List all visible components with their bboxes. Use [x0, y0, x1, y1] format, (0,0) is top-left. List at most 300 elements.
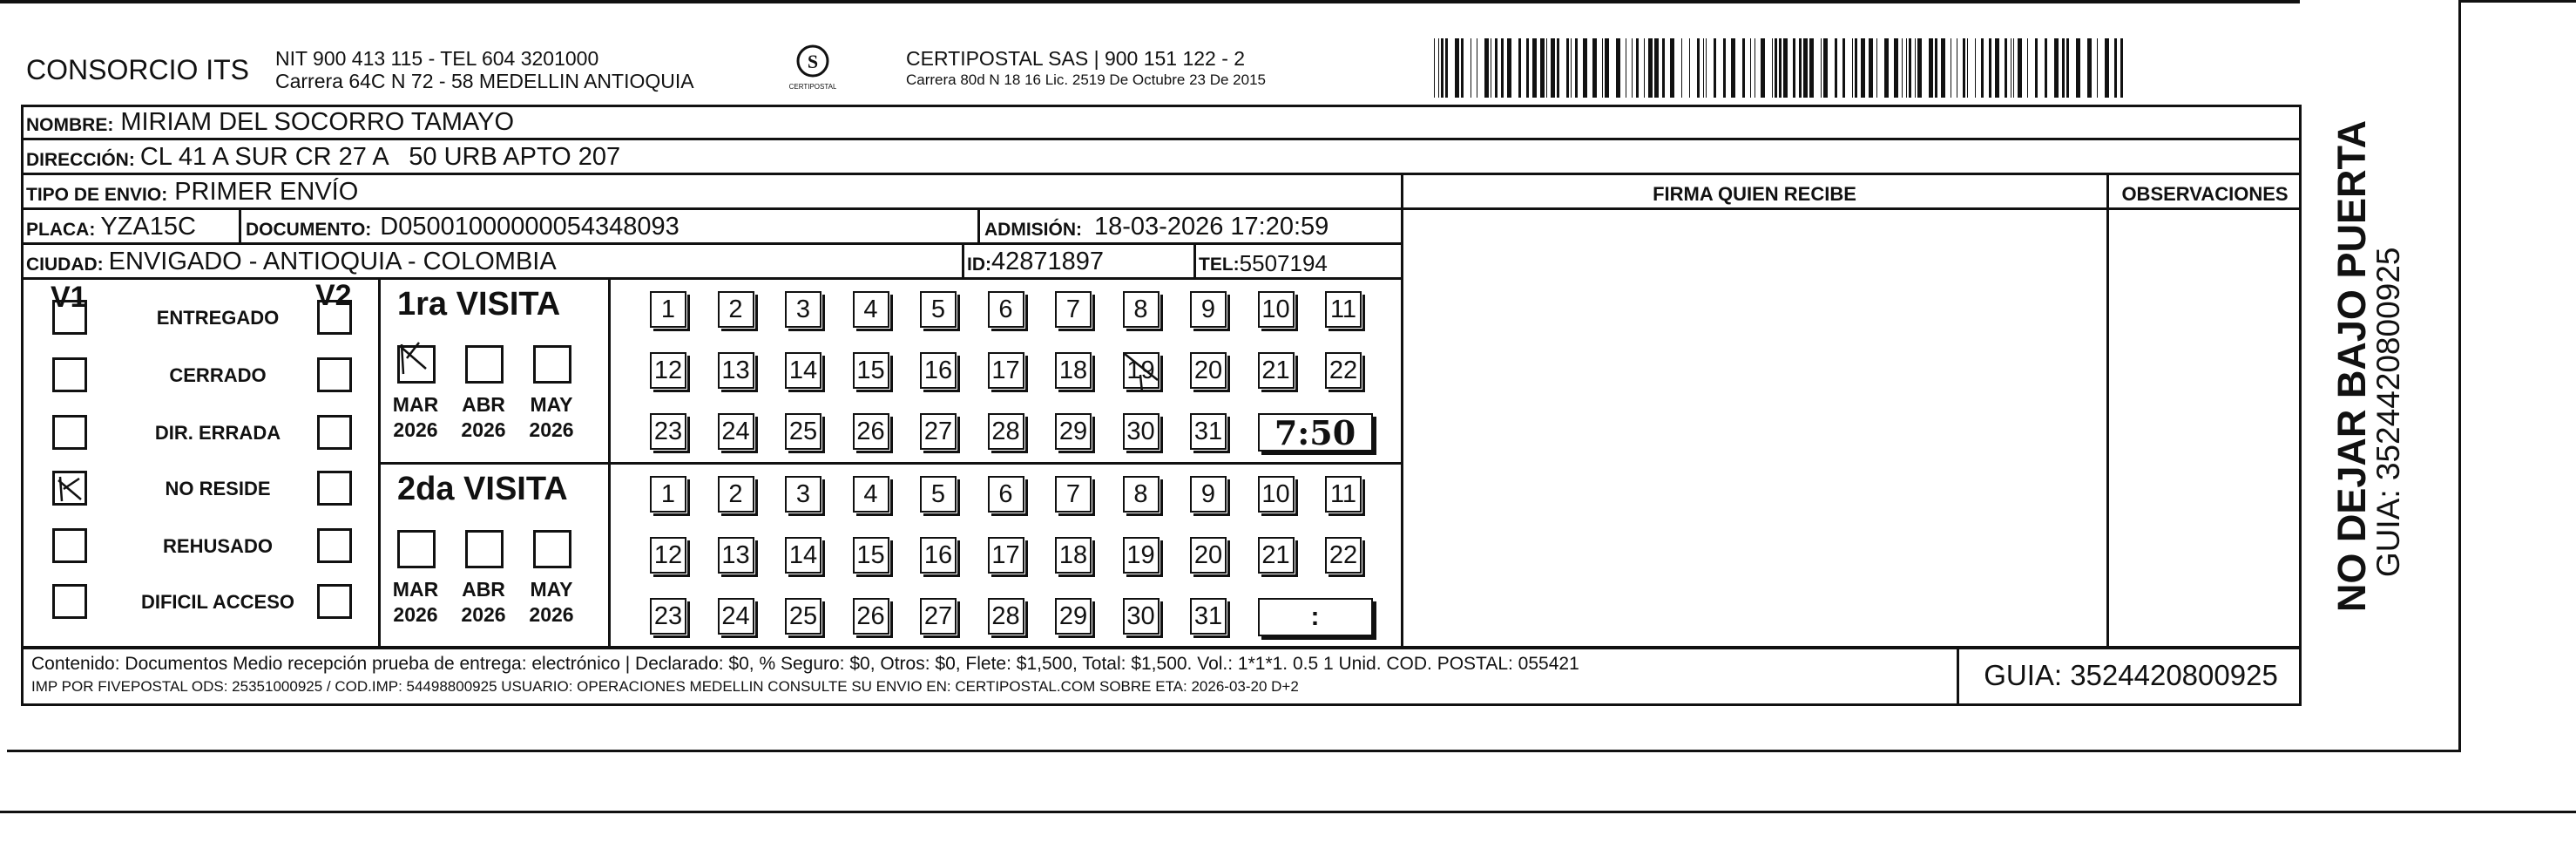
nombre-value: MIRIAM DEL SOCORRO TAMAYO [120, 108, 515, 136]
day-box[interactable] [1055, 537, 1092, 574]
day-number: 31 [1193, 601, 1223, 630]
signature-area[interactable] [1404, 211, 2105, 645]
day-box[interactable] [920, 476, 957, 513]
company-address: Carrera 64C N 72 - 58 MEDELLIN ANTIOQUIA [275, 70, 694, 92]
barcode-bar [1434, 38, 1435, 98]
barcode-bar [1566, 38, 1569, 98]
barcode-bar [1731, 38, 1735, 98]
nit-tel: NIT 900 413 115 - TEL 604 3201000 [275, 47, 599, 70]
day-box[interactable] [718, 291, 754, 328]
barcode-bar [1697, 38, 1700, 98]
day-number: 3 [795, 295, 811, 323]
barcode-bar [1501, 38, 1504, 98]
firma-label: FIRMA QUIEN RECIBE [1653, 183, 1856, 205]
admision-value: 18-03-2026 17:20:59 [1094, 213, 1329, 241]
day-box[interactable] [1123, 476, 1160, 513]
barcode-bar [1706, 38, 1707, 98]
day-box[interactable] [1258, 352, 1295, 389]
barcode-bar [1551, 38, 1555, 98]
direccion-label: DIRECCIÓN: [26, 150, 135, 170]
id-value: 42871897 [991, 248, 1105, 275]
barcode-bar [1779, 38, 1782, 98]
certipostal-logo-icon [789, 42, 836, 94]
barcode-bar [1995, 38, 1999, 98]
month-label [521, 577, 582, 628]
barcode-bar [1799, 38, 1802, 98]
company-name: CONSORCIO ITS [26, 54, 250, 85]
barcode-bar [2097, 38, 2098, 98]
day-number: 12 [653, 540, 683, 569]
bottom-edge-line [7, 750, 2461, 752]
barcode-bar [1583, 38, 1587, 98]
barcode-bar [1989, 38, 1991, 98]
check-mark-icon [55, 473, 85, 503]
barcode-bar [1703, 38, 1704, 98]
barcode-bar [1869, 38, 1873, 98]
day-number: 14 [788, 540, 818, 569]
day-number: 25 [788, 601, 818, 630]
barcode-bar [1803, 38, 1808, 98]
day-box[interactable] [1325, 291, 1362, 328]
barcode-bar [1835, 38, 1837, 98]
barcode-bar [1906, 38, 1907, 98]
day-number: 1 [660, 295, 676, 323]
visit-divider [378, 462, 1403, 465]
day-box[interactable] [650, 413, 686, 450]
status-label: DIFICIL ACCESO [140, 591, 294, 613]
day-box[interactable] [853, 537, 889, 574]
barcode-bar [1823, 38, 1828, 98]
barcode-bar [1884, 38, 1889, 98]
day-box[interactable] [1190, 537, 1227, 574]
day-box[interactable] [988, 537, 1024, 574]
day-box[interactable] [785, 598, 821, 635]
side-text [2329, 119, 2407, 613]
day-number: 26 [856, 601, 885, 630]
day-number: 9 [1200, 479, 1216, 508]
day-box[interactable] [920, 537, 957, 574]
lower-frame-line [0, 811, 2576, 813]
day-box[interactable] [853, 413, 889, 450]
row-line [21, 277, 1403, 280]
barcode-bar [1445, 38, 1448, 98]
day-box[interactable] [988, 476, 1024, 513]
barcode-bar [1546, 38, 1547, 98]
day-box[interactable] [650, 352, 686, 389]
day-number: 7 [1065, 479, 1081, 508]
day-box[interactable] [1190, 413, 1227, 450]
barcode-bar [1616, 38, 1620, 98]
day-box[interactable] [1258, 291, 1295, 328]
documento-value: D05001000000054348093 [380, 213, 679, 241]
day-number: 13 [721, 540, 750, 569]
documento-row [246, 210, 679, 240]
day-number: 6 [998, 479, 1013, 508]
barcode-bar [1772, 38, 1773, 98]
day-number: 15 [856, 540, 885, 569]
day-box[interactable] [1055, 598, 1092, 635]
id-divider [962, 242, 964, 277]
day-number: 8 [1133, 479, 1148, 508]
month-checkbox[interactable] [397, 530, 436, 568]
barcode-bar [1507, 38, 1511, 98]
day-number: 21 [1261, 540, 1290, 569]
svg-text:S: S [807, 51, 819, 72]
day-number: 18 [1058, 540, 1088, 569]
day-box[interactable] [650, 537, 686, 574]
month-checkbox[interactable] [465, 345, 504, 384]
v1-checkbox[interactable] [52, 471, 87, 506]
tipo-label: TIPO DE ENVIO: [26, 185, 168, 205]
day-box[interactable] [1258, 537, 1295, 574]
nombre-label: NOMBRE: [26, 115, 114, 135]
month-name: ABR [462, 578, 505, 601]
side-guia: GUIA: 3524420800925 [2370, 247, 2407, 578]
day-number: 9 [1200, 295, 1216, 323]
day-box[interactable] [1055, 476, 1092, 513]
direccion-row [26, 140, 620, 170]
placa-divider [239, 207, 241, 242]
barcode-bar [1441, 38, 1444, 98]
firma-left-line [1401, 173, 1403, 649]
barcode-bar [1793, 38, 1795, 98]
barcode-bar [1648, 38, 1653, 98]
day-number: 10 [1261, 479, 1290, 508]
barcode-bar [1526, 38, 1529, 98]
day-box[interactable] [1123, 413, 1160, 450]
day-number: 17 [991, 540, 1020, 569]
day-box[interactable] [1325, 537, 1362, 574]
month-year: 2026 [529, 418, 574, 441]
day-number: 30 [1126, 417, 1155, 445]
v2-checkbox[interactable] [317, 528, 352, 563]
barcode-bar [1876, 38, 1877, 98]
right-edge-line [2458, 0, 2461, 751]
day-box[interactable] [1325, 476, 1362, 513]
month-label [453, 577, 514, 628]
top-border [0, 0, 2300, 3]
day-number: 26 [856, 417, 885, 445]
barcode-bar [1681, 38, 1682, 98]
direccion-value: CL 41 A SUR CR 27 A 50 URB APTO 207 [139, 143, 621, 171]
status-label: ENTREGADO [156, 307, 280, 329]
admision-label: ADMISIÓN: [984, 220, 1082, 240]
month-year: 2026 [461, 602, 506, 626]
day-box[interactable] [988, 413, 1024, 450]
check-mark-icon [1123, 349, 1161, 392]
month-name: MAY [530, 393, 573, 416]
barcode-bar [2062, 38, 2065, 98]
barcode-bar [1532, 38, 1537, 98]
visit-title: 1ra VISITA [397, 286, 561, 323]
barcode-bar [2045, 38, 2047, 98]
day-box[interactable] [785, 352, 821, 389]
day-box[interactable] [718, 537, 754, 574]
barcode-bar [1761, 38, 1765, 98]
day-box[interactable] [920, 352, 957, 389]
v2-checkbox[interactable] [317, 415, 352, 450]
day-number: 29 [1058, 417, 1088, 445]
day-box[interactable] [853, 598, 889, 635]
status-label: CERRADO [169, 364, 267, 386]
day-box[interactable] [785, 291, 821, 328]
day-box[interactable] [1055, 413, 1092, 450]
day-number: 30 [1126, 601, 1155, 630]
side-warning: NO DEJAR BAJO PUERTA [2329, 119, 2375, 613]
month-label [385, 577, 446, 628]
barcode-bar [1484, 38, 1489, 98]
barcode-bar [1632, 38, 1633, 98]
tel-label: TEL: [1199, 255, 1240, 275]
barcode-bar [1654, 38, 1659, 98]
day-box[interactable] [920, 413, 957, 450]
month-year: 2026 [461, 418, 506, 441]
day-box[interactable] [785, 537, 821, 574]
time-box[interactable]: 7:50 [1258, 413, 1373, 452]
status-label: REHUSADO [163, 535, 273, 557]
barcode-bar [1981, 38, 1984, 98]
barcode-bar [2114, 38, 2117, 98]
barcode-bar [1967, 38, 1968, 98]
v2-checkbox[interactable] [317, 300, 352, 335]
day-number: 13 [721, 356, 750, 384]
admision-divider [977, 207, 980, 242]
day-box[interactable] [1258, 476, 1295, 513]
day-box[interactable] [1123, 291, 1160, 328]
barcode-bar [1518, 38, 1521, 98]
month-name: MAR [392, 578, 439, 601]
certipostal-logo [789, 42, 836, 94]
barcode-bar [1929, 38, 1933, 98]
day-number: 4 [863, 479, 878, 508]
month-year: 2026 [393, 602, 438, 626]
status-label: NO RESIDE [165, 478, 271, 499]
ciudad-label: CIUDAD: [26, 255, 104, 275]
month-year: 2026 [529, 602, 574, 626]
day-box[interactable] [988, 598, 1024, 635]
day-number: 7 [1065, 295, 1081, 323]
status-label: DIR. ERRADA [154, 422, 281, 444]
day-number: 10 [1261, 295, 1290, 323]
day-number: 15 [856, 356, 885, 384]
tipo-value: PRIMER ENVÍO [174, 178, 359, 206]
barcode [1434, 38, 2129, 98]
day-number: 28 [991, 417, 1020, 445]
observations-area[interactable] [2110, 211, 2300, 645]
barcode-bar [1915, 38, 1916, 98]
barcode-bar [1809, 38, 1814, 98]
certipostal-address: Carrera 80d N 18 16 Lic. 2519 De Octubre 23 De 2015 [906, 71, 1266, 88]
day-box[interactable] [785, 476, 821, 513]
day-box[interactable] [718, 476, 754, 513]
day-box[interactable] [1190, 352, 1227, 389]
barcode-graphic [1434, 38, 2129, 98]
day-box[interactable] [988, 291, 1024, 328]
barcode-bar [1742, 38, 1745, 98]
placa-value: YZA15C [100, 213, 196, 241]
barcode-bar [1714, 38, 1716, 98]
v1-checkbox[interactable] [52, 528, 87, 563]
barcode-bar [1636, 38, 1639, 98]
month-checkbox[interactable] [397, 345, 436, 384]
day-box[interactable] [1325, 352, 1362, 389]
barcode-bar [1455, 38, 1459, 98]
barcode-bar [1902, 38, 1903, 98]
month-checkbox[interactable] [533, 530, 571, 568]
barcode-bar [1723, 38, 1726, 98]
barcode-bar [1783, 38, 1788, 98]
month-checkbox[interactable] [465, 530, 504, 568]
tel-row [1199, 245, 1328, 275]
obs-left-line [2106, 173, 2109, 649]
day-box[interactable] [650, 476, 686, 513]
day-box[interactable] [853, 291, 889, 328]
barcode-bar [1571, 38, 1572, 98]
placa-label: PLACA: [26, 220, 96, 240]
day-number: 17 [991, 356, 1020, 384]
day-box[interactable] [650, 291, 686, 328]
day-number: 20 [1193, 356, 1223, 384]
day-box[interactable] [1123, 537, 1160, 574]
v1-checkbox[interactable] [52, 300, 87, 335]
barcode-bar [2027, 38, 2028, 98]
barcode-bar [1438, 38, 1439, 98]
documento-label: DOCUMENTO: [246, 220, 372, 240]
barcode-bar [1852, 38, 1853, 98]
day-number: 27 [923, 601, 953, 630]
day-box[interactable] [1055, 291, 1092, 328]
barcode-bar [2120, 38, 2123, 98]
day-number: 23 [653, 417, 683, 445]
v2-checkbox[interactable] [317, 471, 352, 506]
day-box[interactable] [1190, 598, 1227, 635]
barcode-bar [2105, 38, 2109, 98]
day-number: 18 [1058, 356, 1088, 384]
v2-checkbox[interactable] [317, 357, 352, 392]
row-line [2108, 207, 2302, 210]
day-box[interactable] [1190, 291, 1227, 328]
footer-guia: GUIA: 3524420800925 [1984, 659, 2278, 691]
barcode-bar [1662, 38, 1665, 98]
day-box[interactable] [1055, 352, 1092, 389]
day-box[interactable] [920, 291, 957, 328]
barcode-bar [1644, 38, 1645, 98]
barcode-bar [1861, 38, 1865, 98]
v1-header: V1 [51, 281, 87, 314]
footer-guia-divider [1957, 647, 1959, 706]
day-number: 23 [653, 601, 683, 630]
month-label [453, 392, 514, 443]
barcode-bar [1461, 38, 1464, 98]
barcode-bar [1689, 38, 1690, 98]
visit-title: 2da VISITA [397, 471, 568, 507]
day-number: 5 [930, 479, 946, 508]
tipo-row [26, 175, 358, 205]
barcode-bar [1495, 38, 1498, 98]
day-number: 28 [991, 601, 1020, 630]
barcode-bar [1557, 38, 1559, 98]
barcode-bar [1592, 38, 1597, 98]
day-box[interactable] [718, 598, 754, 635]
day-box[interactable] [920, 598, 957, 635]
day-number: 3 [795, 479, 811, 508]
day-box[interactable] [988, 352, 1024, 389]
barcode-bar [1975, 38, 1976, 98]
v1-checkbox[interactable] [52, 357, 87, 392]
check-mark-icon [393, 339, 431, 377]
day-box[interactable] [1123, 598, 1160, 635]
barcode-bar [1855, 38, 1857, 98]
month-checkbox[interactable] [533, 345, 571, 384]
barcode-bar [1775, 38, 1777, 98]
day-box[interactable] [785, 413, 821, 450]
month-label [521, 392, 582, 443]
v1-checkbox[interactable] [52, 415, 87, 450]
day-number: 19 [1126, 540, 1155, 569]
barcode-bar [2087, 38, 2092, 98]
day-number: 22 [1329, 540, 1358, 569]
barcode-bar [1575, 38, 1578, 98]
barcode-bar [1935, 38, 1937, 98]
day-number: 22 [1329, 356, 1358, 384]
footer-line2: IMP POR FIVEPOSTAL ODS: 25351000925 / COD.IMP: 54498800925 USUARIO: OPERACIONES MEDELLIN CONSULTE SU ENVIO EN: CERTIPOSTAL.COM SOBRE ETA: 2026-03-20 D+2 [31, 678, 1299, 695]
month-name: MAY [530, 578, 573, 601]
barcode-bar [1963, 38, 1965, 98]
day-number: 11 [1329, 479, 1357, 508]
barcode-bar [2066, 38, 2069, 98]
certipostal-name: CERTIPOSTAL SAS | 900 151 122 - 2 [906, 47, 1246, 70]
day-number: 1 [660, 479, 676, 508]
barcode-bar [2018, 38, 2022, 98]
month-name: MAR [392, 393, 439, 416]
barcode-bar [1540, 38, 1545, 98]
barcode-bar [1602, 38, 1603, 98]
day-box[interactable] [718, 352, 754, 389]
ciudad-value: ENVIGADO - ANTIOQUIA - COLOMBIA [108, 248, 557, 275]
day-number: 31 [1193, 417, 1223, 445]
day-box[interactable] [853, 352, 889, 389]
svg-text:CERTIPOSTAL: CERTIPOSTAL [789, 83, 836, 91]
barcode-bar [2005, 38, 2007, 98]
day-number: 19 [1126, 356, 1155, 384]
day-box[interactable] [853, 476, 889, 513]
day-number: 25 [788, 417, 818, 445]
barcode-bar [1909, 38, 1911, 98]
v2-header: V2 [315, 279, 352, 312]
month-name: ABR [462, 393, 505, 416]
day-box[interactable] [1190, 476, 1227, 513]
tel-value: 5507194 [1239, 250, 1328, 276]
day-box[interactable] [650, 598, 686, 635]
v2-checkbox[interactable] [317, 584, 352, 619]
day-box[interactable] [1123, 352, 1160, 389]
day-box[interactable] [718, 413, 754, 450]
day-number: 16 [923, 540, 953, 569]
day-number: 24 [721, 601, 750, 630]
observaciones-label: OBSERVACIONES [2121, 183, 2289, 205]
day-number: 20 [1193, 540, 1223, 569]
day-number: 21 [1261, 356, 1290, 384]
barcode-bar [2076, 38, 2080, 98]
time-box[interactable]: : [1258, 598, 1373, 636]
day-number: 14 [788, 356, 818, 384]
v1-checkbox[interactable] [52, 584, 87, 619]
barcode-bar [2035, 38, 2038, 98]
barcode-bar [1941, 38, 1945, 98]
barcode-bar [1894, 38, 1898, 98]
row-line [21, 173, 2302, 175]
barcode-bar [2013, 38, 2014, 98]
